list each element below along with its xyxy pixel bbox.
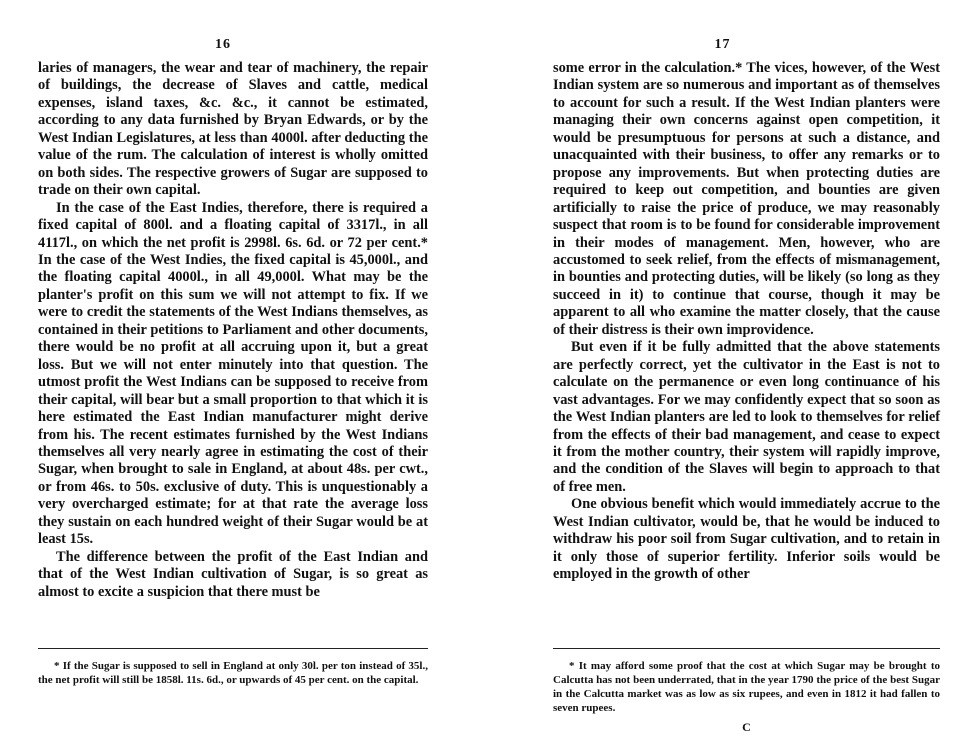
footnote-text: * It may afford some proof that the cost at which Sugar may be brought to Calcutta has not been underrated, that in the year 1790 the price of the best Sugar in the Calcutta market was as low as six rupees, and even in 1812 it had fallen to seven rupees. [553, 660, 940, 714]
paragraph: In the case of the East Indies, therefore, there is required a fixed capital of 800l. and a floating capital of 3317l., in all 4117l., on which the net profit is 2998l. 6s. 6d. or 72 per cent.* In the case of the West Indies, the fixed capital is 45,000l., and the floating capital 4000l., in all 49,000l. What may be the planter's profit on this sum we will not attempt to fix. If we were to credit the statements of the West Indians themselves, as contained in their petitions to Parliament and other documents, there would be no profit at all accruing upon it, but a great loss. But we will not enter minutely into that question. The utmost profit the West Indians can be supposed to receive from their capital, will bear but a small proportion to that which it is here estimated the East Indian manufacturer might derive from his. The recent estimates furnished by the West Indians themselves all very nearly agree in estimating the cost of their Sugar, when brought to sale in England, at about 48s. per cwt., or from 46s. to 50s. exclusive of duty. This is unquestionably a very overcharged estimate; for at that rate the average loss they sustain on each hundred weight of their Sugar would be at least 15s. [38, 199, 428, 548]
page-number: 17 [714, 37, 731, 52]
left-page [38, 0, 428, 752]
signature-mark: C [742, 720, 751, 734]
paragraph: One obvious benefit which would immediately accrue to the West Indian cultivator, would be, that he would be induced to withdraw his poor soil from Sugar cultivation, and to retain in it only those of superior fertility. Inferior soils would be employed in the growth of other [553, 496, 940, 583]
page-body [38, 60, 428, 601]
paragraph: The difference between the profit of the East Indian and that of the West Indian cultivation of Sugar, is so great as almost to excite a suspicion that there must be [38, 548, 428, 600]
footnote-divider [553, 648, 940, 649]
footnote [38, 659, 428, 687]
paragraph: laries of managers, the wear and tear of machinery, the repair of buildings, the decrease of Slaves and cattle, medical expenses, island taxes, &c. &c., it cannot be estimated, according to any data furnished by Bryan Edwards, or by the West Indian Legislatures, at less than 4000l. after deducting the value of the rum. The calculation of interest is wholly omitted on both sides. The respective growers of Sugar are supposed to trade on their own capital. [38, 60, 428, 199]
page-number: 16 [215, 37, 231, 52]
right-page [553, 0, 940, 752]
paragraph: But even if it be fully admitted that the above statements are perfectly correct, yet the cultivator in the East is not to calculate on the permanence or even long continuance of his vast advantages. For we may confidently expect that so soon as the West Indian planters are led to look to themselves for relief from the effects of their bad management, and cease to expect it from the mother country, their system will rapidly improve, and the condition of the Slaves will begin to approach to that of free men. [553, 339, 940, 495]
footnote [553, 659, 940, 715]
page-body [553, 60, 940, 584]
footnote-divider [38, 648, 428, 649]
footnote-text: * If the Sugar is supposed to sell in England at only 30l. per ton instead of 35l., the net profit will still be 1858l. 11s. 6d., or upwards of 45 per cent. on the capital. [38, 660, 428, 686]
paragraph: some error in the calculation.* The vices, however, of the West Indian system are so numerous and important as of themselves to account for such a result. If the West Indian planters were managing their own concerns against open competition, it would be presumptuous for persons at such a distance, and unacquainted with their business, to offer any remarks or to propose any improvements. But when protecting duties are required to keep out competition, and bounties are given artificially to raise the price of produce, we may reasonably suspect that room is to be found for considerable improvement in their modes of management. Men, however, who are accustomed to seek relief, from the effects of mismanagement, in bounties and protecting duties, will be likely (so long as they succeed in it) to continue that course, though it may be apparent to all who examine the matter closely, that the cause of their distress is their own improvidence. [553, 60, 940, 338]
